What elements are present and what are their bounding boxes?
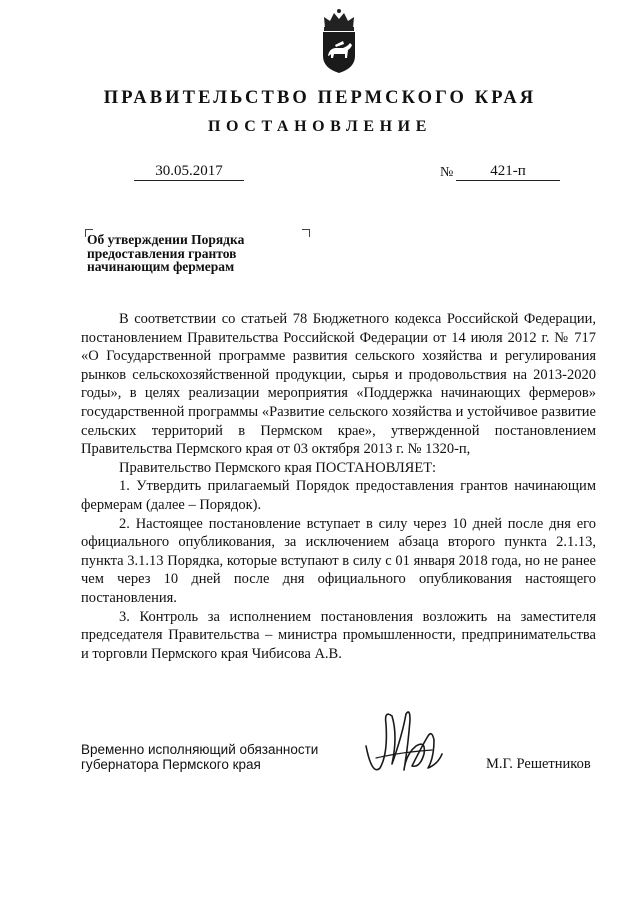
number-sign: №	[440, 165, 454, 180]
document-subject	[87, 233, 307, 274]
subject-line: начинающим фермерам	[87, 259, 235, 274]
signatory-title	[81, 743, 318, 772]
signatory-title-line: губернатора Пермского края	[81, 756, 261, 772]
body-paragraph-preamble: В соответствии со статьей 78 Бюджетного кодекса Российской Федерации, постановлением Правительства Российской Федерации от 14 июля 2012 г. № 717 «О Государственной программе развития сельского хозяйства и регулирования рынков сельскохозяйственной продукции, сырья и продовольствия на 2013-2020 годы», в целях реализации мероприятия «Поддержка начинающих фермеров» государственной программы «Развитие сельского хозяйства и устойчивое развитие сельских территорий в Пермском крае», утвержденной постановлением Правительства Пермского края от 03 октября 2013 г. № 1320-п,	[81, 311, 596, 458]
body-paragraph-item-1: 1. Утвердить прилагаемый Порядок предоставления грантов начинающим фермерам (далее – Порядок).	[81, 478, 596, 513]
signatory-name: М.Г. Решетников	[486, 756, 591, 772]
handwritten-signature	[362, 706, 444, 780]
perm-krai-coat-of-arms-icon	[318, 8, 360, 74]
subject-line: Об утверждении Порядка	[87, 232, 245, 247]
body-paragraph-item-2: 2. Настоящее постановление вступает в силу через 10 дней после дня его официального опубликования, за исключением абзаца второго пункта 2.1.13, пункта 3.1.13 Порядка, которые вступают в силу с 01 января 2018 года, но не ранее чем через 10 дней после дня официального опубликования настоящего постановления.	[81, 515, 596, 606]
document-number: 421-п	[456, 163, 560, 181]
document-body	[81, 310, 596, 663]
document-type: ПОСТАНОВЛЕНИЕ	[208, 118, 432, 135]
organization-name: ПРАВИТЕЛЬСТВО ПЕРМСКОГО КРАЯ	[103, 88, 537, 108]
body-paragraph-resolves: Правительство Пермского края ПОСТАНОВЛЯЕТ:	[119, 459, 437, 476]
subject-line: предоставления грантов	[87, 245, 237, 261]
document-date: 30.05.2017	[134, 163, 244, 181]
signatory-title-line: Временно исполняющий обязанности	[81, 742, 319, 757]
body-paragraph-item-3: 3. Контроль за исполнением постановления возложить на заместителя председателя Правительства – министра промышленности, предпринимательства и торговли Пермского края Чибисова А.В.	[81, 608, 596, 662]
